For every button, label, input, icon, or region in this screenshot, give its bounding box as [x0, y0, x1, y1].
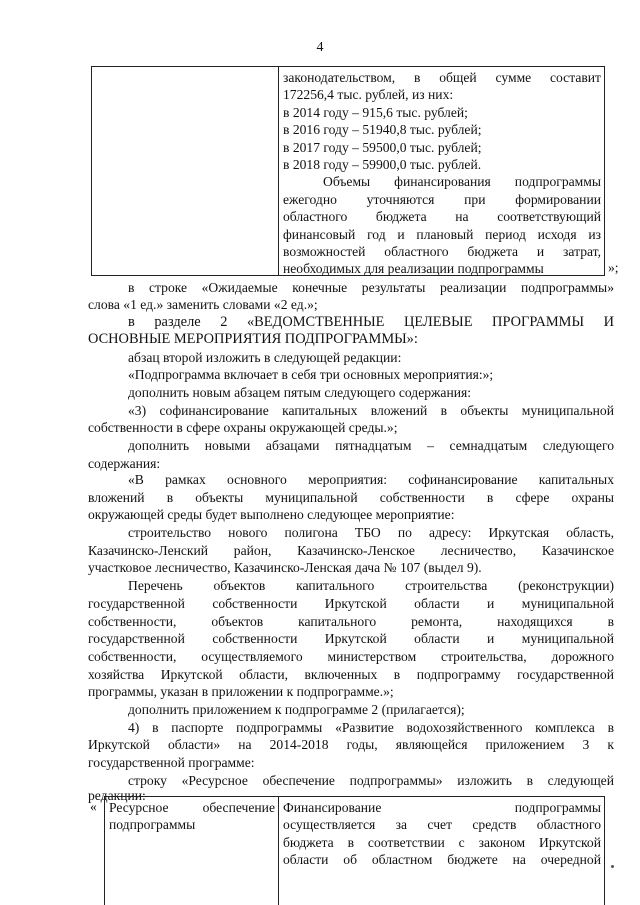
table-cell-line: Финансирование подпрограммы [283, 800, 601, 815]
table-right-cell [283, 799, 601, 869]
paragraph-line: «Подпрограмма включает в себя три основных мероприятия:»; [128, 367, 494, 382]
table-cell-line: в 2014 году – 915,6 тыс. рублей; [283, 104, 468, 120]
table-cell-line: законодательством, в общей сумме составит [283, 70, 601, 85]
paragraph-line: собственности в сфере охраны окружающей среды.»; [88, 420, 398, 435]
paragraph-line: дополнить новыми абзацами пятнадцатым – семнадцатым следующего [128, 438, 614, 453]
paragraph-line: слова «1 ед.» заменить словами «2 ед.»; [88, 297, 318, 312]
resource-table-continuation [91, 66, 605, 276]
resource-provision-table [104, 796, 605, 905]
paragraph-line: хозяйства Иркутской области, включенных в подпрограмму государственной [88, 667, 614, 682]
paragraph-line: собственности, объектов капитального ремонта, находящихся в [88, 614, 614, 629]
paragraph-line: дополнить приложением к подпрограмме 2 (прилагается); [128, 702, 465, 717]
paragraph-line: государственной программе: [88, 755, 255, 770]
paragraph-line: Иркутской области» на 2014-2018 годы, являющейся приложением 3 к [88, 737, 614, 752]
paragraph-line: редакции: [88, 788, 146, 803]
table-cell-line: Ресурсное обеспечение [109, 800, 275, 815]
paragraph-line: «3) софинансирование капитальных вложений в объекты муниципальной [128, 403, 614, 418]
paragraph-line: в разделе 2 «ВЕДОМСТВЕННЫЕ ЦЕЛЕВЫЕ ПРОГРАММЫ И [128, 314, 614, 330]
table-cell-line: 172256,4 тыс. рублей, из них: [283, 87, 454, 103]
table-cell-line: необходимых для реализации подпрограммы [283, 261, 544, 277]
paragraph-line: вложений в объекты муниципальной собственности в сфере охраны [88, 490, 614, 505]
paragraph-line: участковое лесничество, Казачинско-Ленская дача № 107 (выдел 9). [88, 560, 482, 575]
paragraph-line: дополнить новым абзацем пятым следующего содержания: [128, 385, 472, 400]
table-cell-line: в 2018 году – 59900,0 тыс. рублей. [283, 157, 482, 173]
table-cell-line: подпрограммы [109, 817, 196, 832]
paragraph-line: абзац второй изложить в следующей редакции: [128, 350, 402, 365]
paragraph-line: содержания: [88, 456, 161, 471]
opening-quote: « [90, 799, 97, 814]
paragraph-line: собственности, осуществляемого министерством строительства, дорожного [88, 649, 614, 664]
table-cell-line: в 2016 году – 51940,8 тыс. рублей; [283, 122, 482, 138]
table-left-cell [109, 799, 275, 833]
table-cell-line: бюджета в соответствии с законом Иркутской [283, 834, 601, 850]
paragraph-line: ОСНОВНЫЕ МЕРОПРИЯТИЯ ПОДПРОГРАММЫ»: [88, 331, 418, 347]
closing-quote: »; [608, 260, 619, 275]
page-number: 4 [316, 40, 324, 55]
paragraph-line: 4) в паспорте подпрограммы «Развитие водохозяйственного комплекса в [128, 720, 614, 735]
table-right-cell [283, 69, 601, 278]
table-cell-line: Объемы финансирования подпрограммы [323, 174, 601, 190]
paragraph-line: Перечень объектов капитального строительства (реконструкции) [128, 578, 614, 593]
table-cell-line: в 2017 году – 59500,0 тыс. рублей; [283, 139, 482, 155]
table-column-divider [278, 797, 279, 905]
table-cell-line: ежегодно уточняются при формировании [283, 191, 601, 207]
paragraph-line: в строке «Ожидаемые конечные результаты реализации подпрограммы» [128, 280, 614, 295]
paragraph-line: окружающей среды будет выполнено следующее мероприятие: [88, 507, 455, 522]
table-column-divider [278, 67, 279, 275]
table-cell-line: осуществляется за счет средств областного [283, 817, 601, 833]
paragraph-line: строительство нового полигона ТБО по адресу: Иркутская область, [128, 525, 614, 540]
table-cell-line: финансовый год и плановый период исходя из [283, 226, 601, 242]
paragraph-line: государственной собственности Иркутской области и муниципальной [88, 596, 614, 611]
paragraph-line: строку «Ресурсное обеспечение подпрограммы» изложить в следующей [128, 773, 614, 788]
paragraph-line: Казачинско-Ленский район, Казачинско-Ленское лесничество, Казачинское [88, 543, 614, 558]
table-cell-line: областного бюджета на соответствующий [283, 209, 601, 225]
table-cell-line: возможностей областного бюджета и затрат, [283, 244, 601, 260]
paragraph-line: программы, указан в приложении к подпрограмме.»; [88, 684, 394, 699]
scan-artifact [611, 865, 614, 868]
table-cell-line: области об областном бюджете на очередной [283, 852, 601, 868]
paragraph-line: «В рамках основного мероприятия: софинансирование капитальных [128, 472, 614, 487]
paragraph-line: государственной собственности Иркутской области и муниципальной [88, 631, 614, 646]
